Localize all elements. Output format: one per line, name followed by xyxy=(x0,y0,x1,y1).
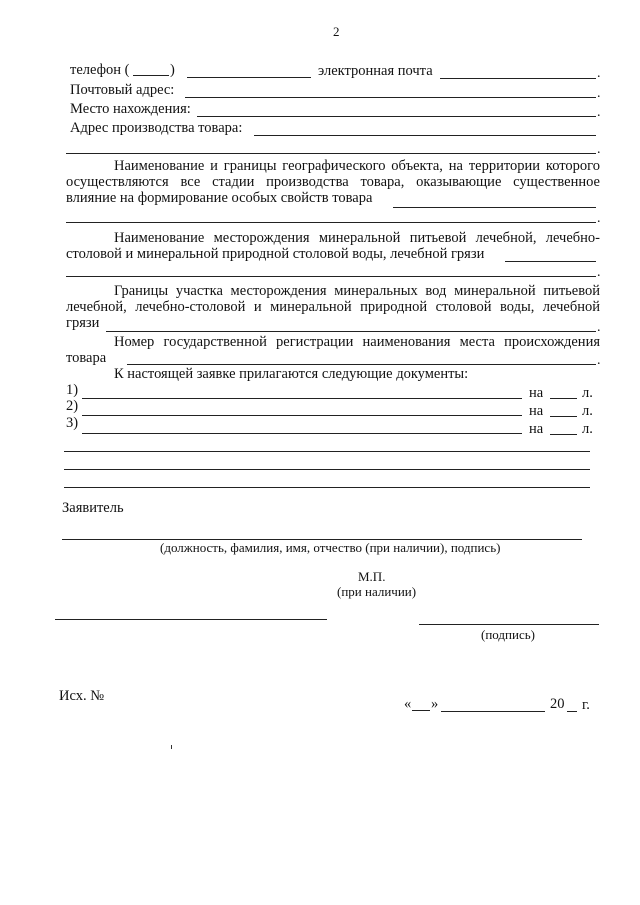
deposit-name-paragraph xyxy=(66,230,600,262)
extra-blank-line-1[interactable] xyxy=(64,451,590,452)
deposit-name-blank-2[interactable] xyxy=(66,276,596,277)
production-address-label: Адрес производства товара: xyxy=(70,120,243,136)
phone-close-paren: ) xyxy=(170,62,175,78)
registration-paragraph xyxy=(66,334,600,366)
date-year-prefix: 20 xyxy=(550,696,565,712)
applicant-caption: (должность, фамилия, имя, отчество (при наличии), подпись) xyxy=(160,540,501,555)
production-dot: . xyxy=(597,142,601,157)
phone-number-blank[interactable] xyxy=(187,77,311,78)
email-label: электронная почта xyxy=(318,63,433,79)
phone-code-blank[interactable] xyxy=(133,75,169,76)
doc-3-on: на xyxy=(529,421,544,437)
location-blank[interactable] xyxy=(197,116,596,117)
doc-2-sheets: л. xyxy=(582,403,593,419)
date-open-quote: « xyxy=(404,696,412,712)
attached-docs-label: К настоящей заявке прилагаются следующие документы: xyxy=(114,366,469,382)
doc-3-number: 3) xyxy=(66,415,79,431)
geo-object-text: Наименование и границы географического объекта, на территории которого осуществляются все стадии производства товара, оказывающие существенное влияние на формирование особых свойств товара xyxy=(66,158,600,206)
location-label: Место нахождения: xyxy=(70,101,191,117)
postal-dot: . xyxy=(597,86,601,101)
scan-mark xyxy=(171,745,172,749)
doc-3-blank[interactable] xyxy=(82,433,522,434)
email-blank[interactable] xyxy=(440,78,596,79)
deposit-bounds-text: Границы участка месторождения минеральных вод минеральной питьевой лечебной, лечебно-столовой и минеральной природной столовой воды, лечебной грязи xyxy=(66,283,600,331)
geo-object-paragraph xyxy=(66,158,600,206)
phone-label: телефон ( xyxy=(70,62,130,78)
doc-3-sheets-blank[interactable] xyxy=(550,434,577,435)
signature-caption: (подпись) xyxy=(481,627,535,642)
registration-text: Номер государственной регистрации наименования места происхождения товара xyxy=(66,334,600,366)
date-year-suffix: г. xyxy=(582,697,590,713)
doc-2-sheets-blank[interactable] xyxy=(550,416,577,417)
geo-object-blank[interactable] xyxy=(393,207,596,208)
bounds-dot: . xyxy=(597,320,601,335)
date-day-blank[interactable] xyxy=(412,710,430,711)
deposit-name-text: Наименование месторождения минеральной питьевой лечебной, лечебно-столовой и минеральной природной столовой воды, лечебной грязи xyxy=(66,230,600,262)
doc-2-on: на xyxy=(529,403,544,419)
doc-1-number: 1) xyxy=(66,382,79,398)
deposit-bounds-paragraph xyxy=(66,283,600,331)
production-address-blank[interactable] xyxy=(254,135,596,136)
applicant-label: Заявитель xyxy=(62,500,124,516)
registration-dot: . xyxy=(597,353,601,368)
production-address-blank-2[interactable] xyxy=(66,153,596,154)
deposit-bounds-blank[interactable] xyxy=(106,331,596,332)
registration-blank[interactable] xyxy=(127,364,596,365)
email-dot: . xyxy=(597,66,601,81)
date-month-blank[interactable] xyxy=(441,711,545,712)
extra-blank-line-2[interactable] xyxy=(64,469,590,470)
geo-dot: . xyxy=(597,211,601,226)
geo-object-blank-2[interactable] xyxy=(66,222,596,223)
deposit-dot: . xyxy=(597,265,601,280)
doc-3-sheets: л. xyxy=(582,421,593,437)
doc-2-blank[interactable] xyxy=(82,415,522,416)
left-signature-blank[interactable] xyxy=(55,619,327,620)
location-dot: . xyxy=(597,105,601,120)
postal-address-blank[interactable] xyxy=(185,97,596,98)
extra-blank-line-3[interactable] xyxy=(64,487,590,488)
doc-1-on: на xyxy=(529,385,544,401)
stamp-mp: М.П. xyxy=(358,569,386,584)
date-close-quote: » xyxy=(431,696,439,712)
doc-1-sheets: л. xyxy=(582,385,593,401)
doc-2-number: 2) xyxy=(66,398,79,414)
stamp-if-any: (при наличии) xyxy=(337,584,417,599)
date-year-blank[interactable] xyxy=(567,711,577,712)
page-number: 2 xyxy=(333,24,340,39)
deposit-name-blank[interactable] xyxy=(505,261,596,262)
postal-address-label: Почтовый адрес: xyxy=(70,82,175,98)
doc-1-blank[interactable] xyxy=(82,398,522,399)
doc-1-sheets-blank[interactable] xyxy=(550,398,577,399)
right-signature-blank[interactable] xyxy=(419,624,599,625)
outgoing-number-label: Исх. № xyxy=(59,688,105,704)
